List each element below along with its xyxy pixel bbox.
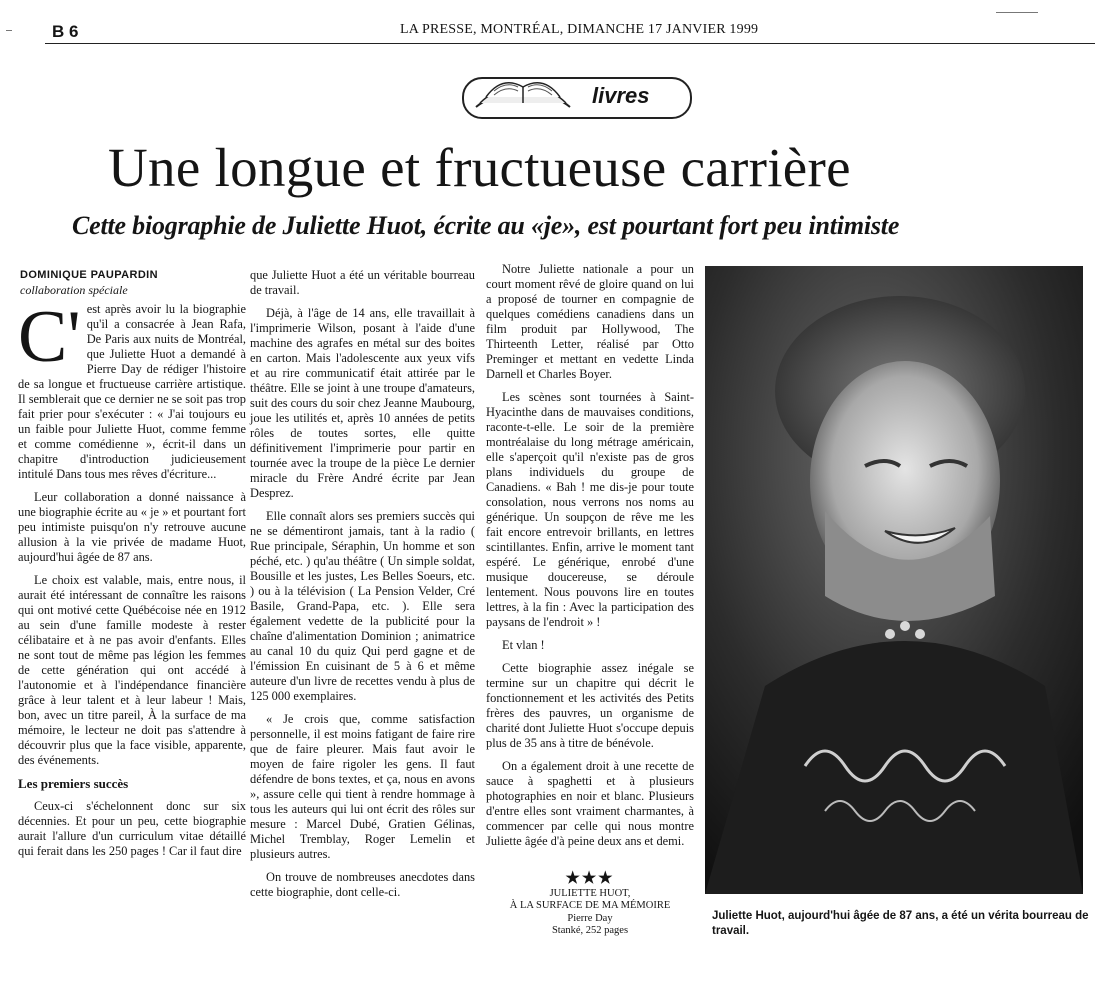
paragraph: Et vlan !: [502, 638, 545, 652]
book-author: JULIETTE HUOT,: [549, 887, 631, 899]
paragraph: « Je crois que, comme satisfaction personnelle, il est moins fatigant de faire rire que de faire pleurer. Mais faut avoir le moyen de faire rigoler les gens. Il faut défendre de bons textes, et ça, nous en avons », assure celle qui tient à rendre hommage à tous les auteurs qui lui ont écrit des rôles sur mesure : Marcel Dubé, Gratien Gélinas, Michel Tremblay, Roger Lemelin et plusieurs autres.: [250, 712, 475, 861]
paragraph: Déjà, à l'âge de 14 ans, elle travaillait à l'imprimerie Wilson, posant à l'aide d'une machine des agrafes en métal sur des boites en carton. Mais l'adolescente aux yeux vifs et au rire communicatif était attirée par le théâtre. Elle se joint à une troupe d'amateurs, suit des cours du soir chez Jeanne Maubourg, joue les utilités et, après 10 années de petits rôles de toutes sortes, elle quitte définitivement l'imprimerie pour partir en tournée avec la troupe de la pièce Le dernier miracle du Frère André écrite par Jean Desprez.: [250, 306, 475, 500]
paragraph: On a également droit à une recette de sauce à spaghetti et à plusieurs photographies en noir et blanc. Plusieurs d'entre elles sont vraiment charmantes, à commencer par celle qui nous montre Juliette âgée d'à peine deux ans et demi.: [486, 759, 694, 848]
deck: Cette biographie de Juliette Huot, écrite au «je», est pourtant fort peu intimiste: [72, 211, 900, 240]
dateline: LA PRESSE, MONTRÉAL, DIMANCHE 17 JANVIER 1999: [400, 22, 759, 37]
section-name: livres: [592, 83, 650, 108]
article-column-1: [18, 296, 246, 867]
book-title: À LA SURFACE DE MA MÉMOIRE: [509, 900, 671, 911]
byline-role: collaboration spéciale: [20, 283, 128, 297]
header-rule: [45, 43, 1095, 44]
book-publisher: Stanké, 252 pages: [551, 925, 629, 936]
article-column-3: [486, 262, 694, 857]
paragraph: On trouve de nombreuses anecdotes dans cette biographie, dont celle-ci.: [250, 870, 475, 899]
portrait-photo: [705, 266, 1083, 894]
section-tag: [462, 77, 692, 119]
headline: Une longue et fructueuse carrière: [108, 137, 851, 198]
drop-cap: C': [18, 296, 81, 378]
paragraph: que Juliette Huot a été un véritable bourreau de travail.: [250, 268, 475, 297]
rating-stars: ★★★: [565, 870, 615, 887]
paragraph: Le choix est valable, mais, entre nous, il aurait été intéressant de connaître les raisons qui ont motivé cette Québécoise née en 1912 au sein d'une famille modeste à rester célibataire et à ne pas avoir d'enfants. Elles ne sont tout de même pas légion les femmes de cette génération qui ont accédé à l'autonomie et à l'indépendance financière grâce à leur talent et à leur labeur ! Mais, bon, avec un titre pareil, À la surface de ma mémoire, le lecteur ne doit pas s'attendre à découvrir plus que la face visible, apparente, des événements.: [18, 573, 246, 767]
paragraph: Cette biographie assez inégale se termine sur un chapitre qui décrit le fonctionnement et les activités des Petits frères des pauvres, un organisme de charité dont Juliette Huot s'occupe depuis plus de 35 ans à titre de bénévole.: [486, 661, 694, 750]
paragraph: Elle connaît alors ses premiers succès qui ne se démentiront jamais, tant à la radio ( Rue principale, Séraphin, Un homme et son péché, etc. ) qu'au théâtre ( Un simple soldat, Bousille et les justes, Les Belles Soeurs, etc. ) ou à la télévision ( La Pension Velder, Cré Basile, Grand-Papa, etc. ). Elle sera également vedette de la publicité pour la chaîne d'alimentation Dominion ; animatrice au canal 10 du quiz Qui perd gagne et de l'émission En cuisinant de 5 à 6 et même auteure d'un livre de recettes vendu à plus de 125 000 exemplaires.: [250, 509, 475, 703]
page-number: B 6: [52, 22, 79, 41]
scan-mark: [996, 12, 1038, 13]
paragraph: Leur collaboration a donné naissance à une biographie écrite au « je » et pourtant fort peu intimiste puisqu'on n'y retrouve aucune allusion à la vie privée de madame Huot, aujourd'hui âgée de 87 ans.: [18, 490, 246, 564]
byline-author: DOMINIQUE PAUPARDIN: [20, 269, 158, 281]
open-book-icon: [468, 61, 578, 117]
book-info-box: [486, 870, 694, 938]
paragraph: Notre Juliette nationale a pour un court moment rêvé de gloire quand on lui a proposé de tourner en compagnie de quelques comédiens canadiens dans un film produit par Hollywood, The Thirteenth Letter, réalisé par Otto Preminger et mettant en vedette Linda Darnell et Charles Boyer.: [486, 262, 694, 381]
photo-caption: Juliette Huot, aujourd'hui âgée de 87 ans, a été un vérita bourreau de travail.: [712, 910, 1089, 937]
book-writer: Pierre Day: [567, 912, 613, 924]
paragraph: Les scènes sont tournées à Saint-Hyacinthe dans de mauvaises conditions, raconte-t-elle. Le soir de la première montréalaise du long métrage américain, elle s'aperçoit qu'il n'existe pas de gros plans individuels du groupe de Canadiens. « Bah ! me dis-je pour toute consolation, nous verrons nos noms au générique. Un soupçon de rêve me les fait encore entrevoir brillants, en lettres scintillantes. Enfin, arrive le moment tant espéré. Le générique, enrobé d'une musique doucereuse, se déroule lentement. Nous pouvons lire en toutes lettres, à la fin : Avec la participation des paysans de l'endroit » !: [486, 390, 694, 629]
photo-image: [705, 266, 1083, 894]
paragraph: est après avoir lu la biographie qu'il a consacrée à Jean Rafa, De Paris aux nuits de Montréal, que Juliette Huot a demandé à Pierre Day de rédiger l'histoire de sa longue et fructueuse carrière artistique. Il semblerait que ce dernier ne se soit pas trop fait prier pour s'exécuter : « J'ai toujours eu un faible pour Juliette Huot, comme femme et comme comédienne », écrit-il dans un chapitre d'introduction judicieusement intitulé Dans tous mes rêves d'écriture...: [18, 302, 246, 481]
subhead: Les premiers succès: [18, 776, 129, 791]
article-column-2: [250, 268, 475, 908]
paragraph: Ceux-ci s'échelonnent donc sur six décennies. Et pour un peu, cette biographie aurait l'allure d'un curriculum vitae détaillé qui ferait dans les 250 pages ! Car il faut dire: [18, 799, 246, 858]
scan-mark: [6, 30, 12, 31]
